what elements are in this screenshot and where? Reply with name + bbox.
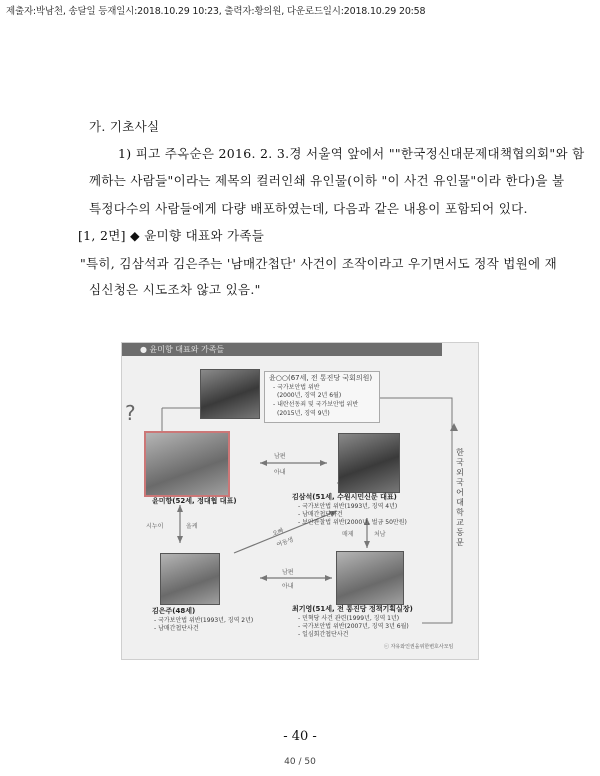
right-person-detail: - 국가보안법 위반(1993년, 징역 4년)	[298, 503, 398, 510]
right-person-detail: - 남매간첩단사건	[298, 511, 343, 518]
top-info-line: 윤○○(67세, 전 통진당 국회의원)	[269, 374, 373, 382]
paragraph-line-1: 1) 피고 주옥순은 2016. 2. 3.경 서울역 앞에서 ""한국정신대문제대책협의회"와 함	[118, 146, 585, 161]
quote-line-2: 심신청은 시도조차 않고 있음."	[89, 282, 261, 297]
bottom-right-caption: 최기영(51세, 전 통진당 정책기획실장)	[292, 605, 413, 613]
section-title: 가. 기초사실	[89, 119, 160, 134]
bottom-left-person-photo	[160, 553, 220, 605]
right-person-photo	[338, 433, 400, 493]
relation-label: 오빠	[271, 527, 285, 538]
quote-line-1: "특히, 김삼석과 김은주는 '남매간첩단' 사건이 조작이라고 우기면서도 정작 법원에 재	[80, 256, 558, 271]
relation-label: 남편	[282, 569, 294, 576]
relation-label: 남편	[274, 453, 286, 460]
figure-credit: ⓒ 자유와인권을위한변호사모임	[384, 644, 454, 650]
document-header: 제출자:박남천, 송달일 등재일시:2018.10.29 10:23, 출력자:황의원, 다운로드일시:2018.10.29 20:58	[6, 6, 426, 17]
figure-title: ● 윤미향 대표와 가족들	[140, 345, 225, 354]
top-info-box	[264, 371, 380, 423]
bottom-right-detail: - 국가보안법 위반(2007년, 징역 3년 6월)	[298, 623, 409, 630]
left-person-photo	[144, 431, 230, 497]
question-mark: ?	[125, 401, 136, 425]
page-number: - 40 -	[283, 729, 317, 744]
top-person-photo	[200, 369, 260, 419]
right-person-detail: - 보안관찰법 위반(2000년, 벌금 50만원)	[298, 519, 407, 526]
paragraph-line-3: 특정다수의 사람들에게 다량 배포하였는데, 다음과 같은 내용이 포함되어 있다.	[89, 201, 528, 216]
relation-label: 시누이	[146, 523, 164, 530]
relation-label: 올케	[186, 523, 198, 530]
bottom-right-detail: - 민혁당 사건 관련(1999년, 징역 1년)	[298, 615, 400, 622]
scanned-leaflet-figure	[121, 342, 479, 660]
vertical-label: 한국외국어대학교동문	[456, 448, 464, 547]
paragraph-line-2: 께하는 사람들"이라는 제목의 컬러인쇄 유인물(이하 "이 사건 유인물"이라 한다)을 불	[89, 173, 565, 188]
top-info-line: - 국가보안법 위반	[273, 384, 320, 391]
left-person-caption: 윤미향(52세, 정대협 대표)	[152, 497, 237, 505]
bottom-right-person-photo	[336, 551, 404, 605]
page-footer: 40 / 50	[284, 757, 316, 767]
bottom-right-detail: - 일심회간첩단사건	[298, 631, 349, 638]
top-info-line: (2000년, 징역 2년 6월)	[277, 392, 342, 399]
relation-label: 처남	[374, 531, 386, 538]
bottom-left-detail: - 남매간첩단사건	[154, 625, 199, 632]
relation-label: 매제	[342, 531, 354, 538]
right-person-caption: 김삼석(51세, 수원시민신문 대표)	[292, 493, 397, 501]
relation-label: 여동생	[275, 536, 295, 549]
relation-label: 아내	[274, 469, 286, 476]
subheading: [1, 2면] ◆ 윤미향 대표와 가족들	[78, 228, 265, 243]
bottom-left-detail: - 국가보안법 위반(1993년, 징역 2년)	[154, 617, 254, 624]
bottom-left-caption: 김은주(48세)	[152, 607, 196, 615]
top-info-line: - 내란선동죄 및 국가보안법 위반	[273, 401, 359, 408]
relation-label: 아내	[282, 583, 294, 590]
top-info-line: (2015년, 징역 9년)	[277, 410, 330, 417]
